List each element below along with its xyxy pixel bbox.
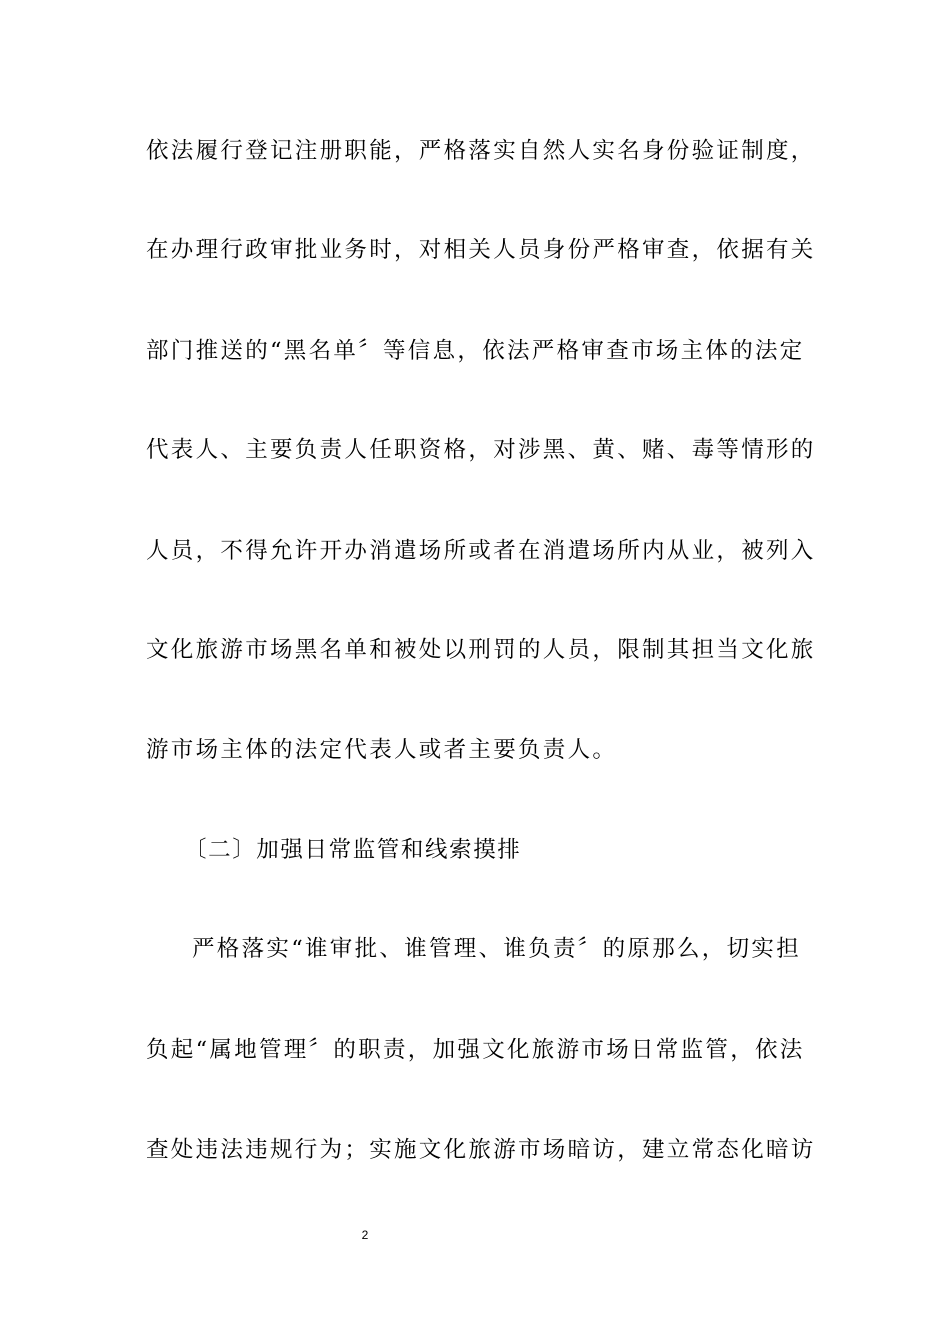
paragraph-line: 游市场主体的法定代表人或者主要负责人。 xyxy=(146,737,618,763)
paragraph-line: 查处违法违规行为；实施文化旅游市场暗访，建立常态化暗访 xyxy=(146,1137,816,1163)
page-number: 2 xyxy=(361,1228,369,1242)
paragraph-line: 部门推送的“黑名单〞等信息，依法严格审查市场主体的法定 xyxy=(146,338,805,364)
paragraph-line: 代表人、主要负责人任职资格，对涉黑、黄、赌、毒等情形的 xyxy=(146,437,816,463)
paragraph-line: 人员，不得允许开办消遣场所或者在消遣场所内从业，被列入 xyxy=(146,538,816,564)
paragraph-line: 负起“属地管理〞的职责，加强文化旅游市场日常监管，依法 xyxy=(146,1037,805,1063)
paragraph-line: 文化旅游市场黑名单和被处以刑罚的人员，限制其担当文化旅 xyxy=(146,637,816,663)
paragraph-line: 严格落实“谁审批、谁管理、谁负责〞的原那么，切实担 xyxy=(192,936,802,962)
section-heading: 〔二〕加强日常监管和线索摸排 xyxy=(184,837,522,863)
paragraph-line: 依法履行登记注册职能，严格落实自然人实名身份验证制度， xyxy=(146,138,816,164)
paragraph-line: 在办理行政审批业务时，对相关人员身份严格审查，依据有关 xyxy=(146,237,816,263)
